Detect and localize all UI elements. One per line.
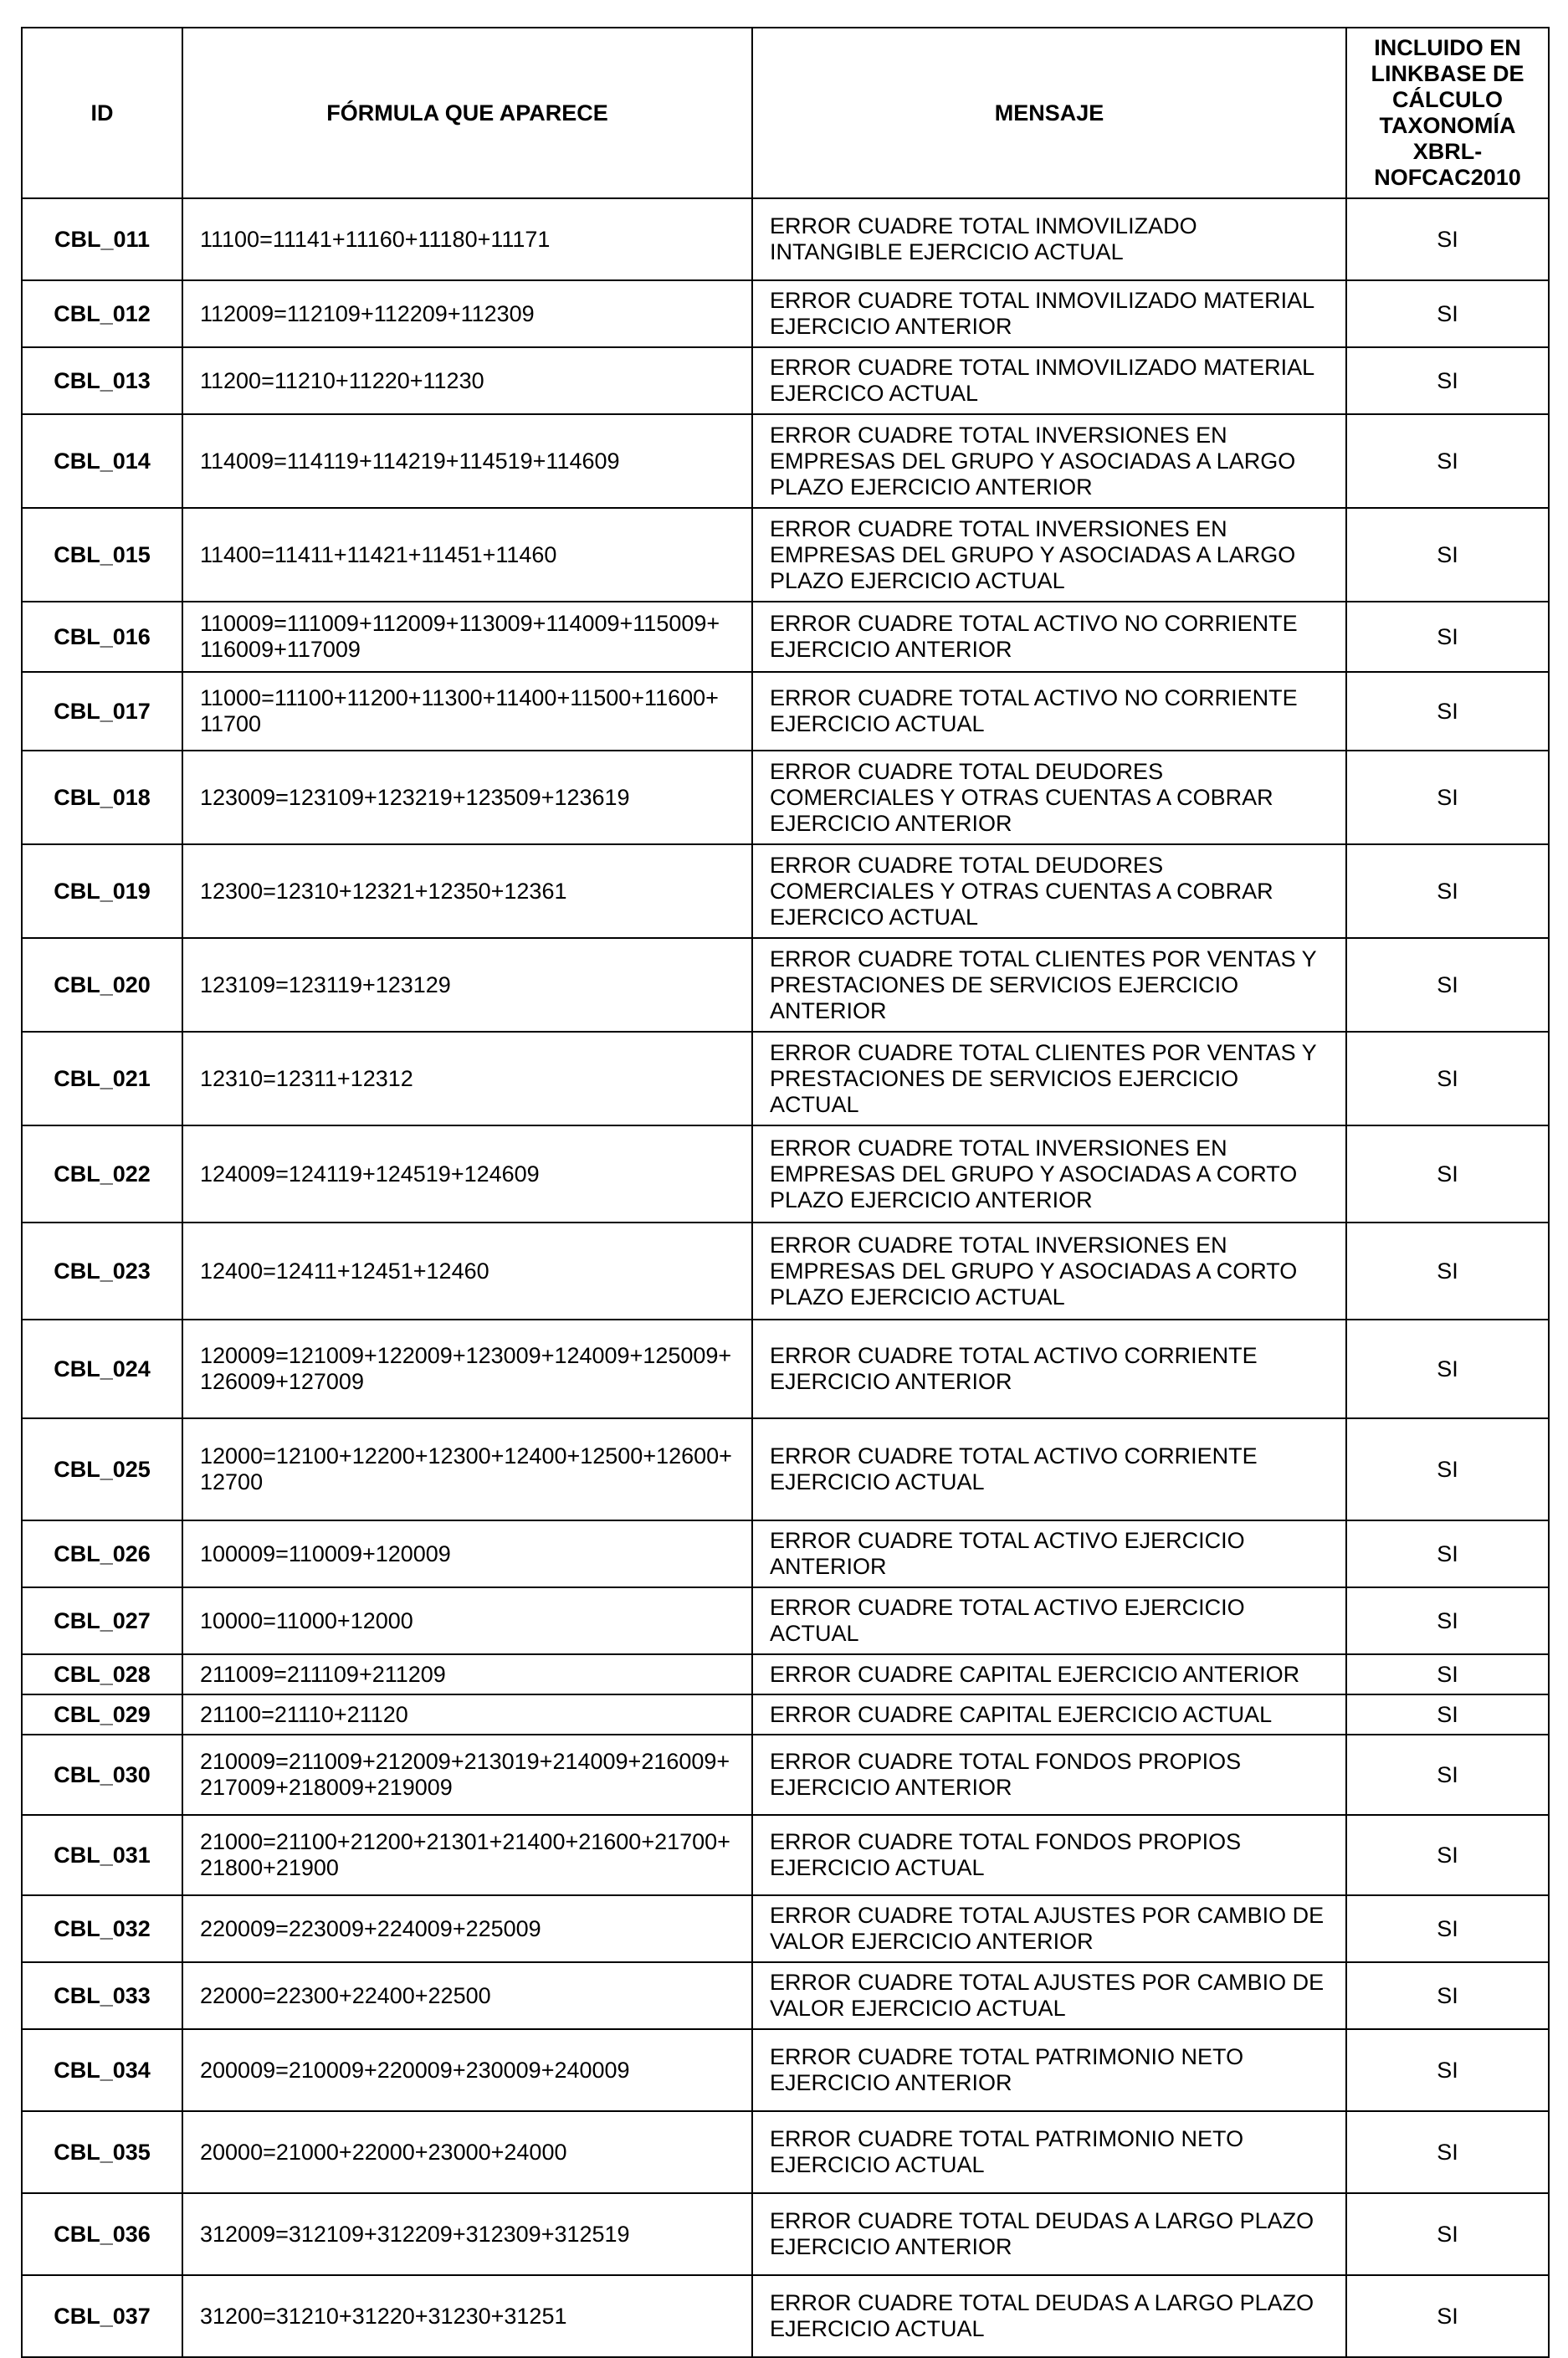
row-message: ERROR CUADRE TOTAL INVERSIONES EN EMPRESAS DEL GRUPO Y ASOCIADAS A LARGO PLAZO EJERCICIO ACTUAL [752,508,1346,602]
row-formula: 100009=110009+120009 [182,1520,752,1587]
row-included: SI [1346,1032,1549,1125]
row-included: SI [1346,1895,1549,1962]
row-formula: 12400=12411+12451+12460 [182,1223,752,1320]
row-message: ERROR CUADRE TOTAL INMOVILIZADO INTANGIBLE EJERCICIO ACTUAL [752,198,1346,280]
row-id: CBL_011 [22,198,182,280]
row-formula: 20000=21000+22000+23000+24000 [182,2111,752,2193]
row-formula: 22000=22300+22400+22500 [182,1962,752,2029]
row-included: SI [1346,844,1549,938]
table-row [22,2275,1549,2357]
row-id: CBL_014 [22,414,182,508]
row-included: SI [1346,2275,1549,2357]
row-included: SI [1346,1125,1549,1223]
row-formula: 12000=12100+12200+12300+12400+12500+12600+ 12700 [182,1418,752,1520]
row-id: CBL_036 [22,2193,182,2275]
row-formula: 211009=211109+211209 [182,1654,752,1694]
row-id: CBL_019 [22,844,182,938]
row-id: CBL_027 [22,1587,182,1654]
table-row [22,1654,1549,1694]
row-id: CBL_037 [22,2275,182,2357]
row-included: SI [1346,2029,1549,2111]
row-formula: 123009=123109+123219+123509+123619 [182,751,752,844]
row-formula: 21100=21110+21120 [182,1694,752,1735]
row-id: CBL_013 [22,347,182,414]
row-formula: 210009=211009+212009+213019+214009+216009+ 217009+218009+219009 [182,1735,752,1815]
table-row [22,1520,1549,1587]
row-included: SI [1346,1587,1549,1654]
row-included: SI [1346,1962,1549,2029]
row-formula: 110009=111009+112009+113009+114009+115009+ 116009+117009 [182,602,752,672]
row-formula: 10000=11000+12000 [182,1587,752,1654]
validation-rules-table [21,27,1550,2358]
table-row [22,508,1549,602]
row-message: ERROR CUADRE TOTAL ACTIVO EJERCICIO ACTUAL [752,1587,1346,1654]
row-formula: 123109=123119+123129 [182,938,752,1032]
row-message: ERROR CUADRE TOTAL DEUDAS A LARGO PLAZO EJERCICIO ANTERIOR [752,2193,1346,2275]
row-formula: 124009=124119+124519+124609 [182,1125,752,1223]
row-included: SI [1346,1735,1549,1815]
table-row [22,1962,1549,2029]
row-included: SI [1346,1694,1549,1735]
row-message: ERROR CUADRE CAPITAL EJERCICIO ANTERIOR [752,1654,1346,1694]
table-row [22,672,1549,751]
row-included: SI [1346,414,1549,508]
row-message: ERROR CUADRE TOTAL ACTIVO NO CORRIENTE EJERCICIO ANTERIOR [752,602,1346,672]
row-message: ERROR CUADRE TOTAL ACTIVO CORRIENTE EJERCICIO ACTUAL [752,1418,1346,1520]
row-id: CBL_029 [22,1694,182,1735]
row-formula: 220009=223009+224009+225009 [182,1895,752,1962]
row-id: CBL_020 [22,938,182,1032]
header-included-label: INCLUIDO EN LINKBASE DE CÁLCULO TAXONOMÍA XBRL- NOFCAC2010 [1371,35,1524,190]
row-included: SI [1346,2193,1549,2275]
row-formula: 120009=121009+122009+123009+124009+125009+ 126009+127009 [182,1320,752,1418]
row-formula: 12300=12310+12321+12350+12361 [182,844,752,938]
row-included: SI [1346,1418,1549,1520]
row-id: CBL_015 [22,508,182,602]
table-row [22,1032,1549,1125]
row-message: ERROR CUADRE TOTAL AJUSTES POR CAMBIO DE VALOR EJERCICIO ANTERIOR [752,1895,1346,1962]
row-message: ERROR CUADRE TOTAL DEUDORES COMERCIALES Y OTRAS CUENTAS A COBRAR EJERCICO ACTUAL [752,844,1346,938]
row-included: SI [1346,280,1549,347]
header-id: ID [22,28,182,198]
row-message: ERROR CUADRE TOTAL ACTIVO NO CORRIENTE EJERCICIO ACTUAL [752,672,1346,751]
row-message: ERROR CUADRE TOTAL INVERSIONES EN EMPRESAS DEL GRUPO Y ASOCIADAS A CORTO PLAZO EJERCICIO ANTERIOR [752,1125,1346,1223]
row-id: CBL_024 [22,1320,182,1418]
table-row [22,1815,1549,1895]
row-included: SI [1346,198,1549,280]
row-id: CBL_021 [22,1032,182,1125]
row-formula: 11200=11210+11220+11230 [182,347,752,414]
row-id: CBL_033 [22,1962,182,2029]
table-row [22,1418,1549,1520]
row-message: ERROR CUADRE TOTAL ACTIVO EJERCICIO ANTERIOR [752,1520,1346,1587]
table-row [22,414,1549,508]
row-formula: 12310=12311+12312 [182,1032,752,1125]
row-formula: 31200=31210+31220+31230+31251 [182,2275,752,2357]
row-message: ERROR CUADRE TOTAL FONDOS PROPIOS EJERCICIO ACTUAL [752,1815,1346,1895]
row-id: CBL_028 [22,1654,182,1694]
row-id: CBL_017 [22,672,182,751]
row-message: ERROR CUADRE TOTAL INVERSIONES EN EMPRESAS DEL GRUPO Y ASOCIADAS A CORTO PLAZO EJERCICIO ACTUAL [752,1223,1346,1320]
table-row [22,1895,1549,1962]
header-message: MENSAJE [752,28,1346,198]
header-included [1346,28,1549,198]
table-row [22,2193,1549,2275]
table-row [22,602,1549,672]
row-message: ERROR CUADRE CAPITAL EJERCICIO ACTUAL [752,1694,1346,1735]
row-message: ERROR CUADRE TOTAL INMOVILIZADO MATERIAL EJERCICO ACTUAL [752,347,1346,414]
row-formula: 11000=11100+11200+11300+11400+11500+11600+ 11700 [182,672,752,751]
table-row [22,347,1549,414]
row-message: ERROR CUADRE TOTAL DEUDAS A LARGO PLAZO EJERCICIO ACTUAL [752,2275,1346,2357]
row-message: ERROR CUADRE TOTAL INMOVILIZADO MATERIAL EJERCICIO ANTERIOR [752,280,1346,347]
header-row [22,28,1549,198]
row-message: ERROR CUADRE TOTAL AJUSTES POR CAMBIO DE VALOR EJERCICIO ACTUAL [752,1962,1346,2029]
row-formula: 114009=114119+114219+114519+114609 [182,414,752,508]
row-formula: 11100=11141+11160+11180+11171 [182,198,752,280]
row-id: CBL_030 [22,1735,182,1815]
row-message: ERROR CUADRE TOTAL DEUDORES COMERCIALES Y OTRAS CUENTAS A COBRAR EJERCICIO ANTERIOR [752,751,1346,844]
row-included: SI [1346,347,1549,414]
row-id: CBL_026 [22,1520,182,1587]
row-included: SI [1346,1654,1549,1694]
row-message: ERROR CUADRE TOTAL CLIENTES POR VENTAS Y PRESTACIONES DE SERVICIOS EJERCICIO ACTUAL [752,1032,1346,1125]
table-row [22,2029,1549,2111]
row-included: SI [1346,672,1549,751]
row-message: ERROR CUADRE TOTAL PATRIMONIO NETO EJERCICIO ACTUAL [752,2111,1346,2193]
row-formula: 312009=312109+312209+312309+312519 [182,2193,752,2275]
table-header [22,28,1549,198]
row-included: SI [1346,508,1549,602]
table-row [22,280,1549,347]
row-included: SI [1346,1223,1549,1320]
table-row [22,751,1549,844]
table-row [22,1694,1549,1735]
row-message: ERROR CUADRE TOTAL ACTIVO CORRIENTE EJERCICIO ANTERIOR [752,1320,1346,1418]
row-included: SI [1346,1320,1549,1418]
row-id: CBL_016 [22,602,182,672]
table-row [22,938,1549,1032]
row-id: CBL_032 [22,1895,182,1962]
row-included: SI [1346,938,1549,1032]
row-id: CBL_025 [22,1418,182,1520]
table-row [22,1223,1549,1320]
row-included: SI [1346,602,1549,672]
row-formula: 21000=21100+21200+21301+21400+21600+21700+ 21800+21900 [182,1815,752,1895]
row-id: CBL_022 [22,1125,182,1223]
row-message: ERROR CUADRE TOTAL CLIENTES POR VENTAS Y PRESTACIONES DE SERVICIOS EJERCICIO ANTERIOR [752,938,1346,1032]
row-id: CBL_023 [22,1223,182,1320]
row-id: CBL_018 [22,751,182,844]
row-message: ERROR CUADRE TOTAL INVERSIONES EN EMPRESAS DEL GRUPO Y ASOCIADAS A LARGO PLAZO EJERCICIO ANTERIOR [752,414,1346,508]
row-formula: 200009=210009+220009+230009+240009 [182,2029,752,2111]
table-row [22,1587,1549,1654]
row-id: CBL_031 [22,1815,182,1895]
row-included: SI [1346,2111,1549,2193]
table-body [22,198,1549,2357]
row-formula: 112009=112109+112209+112309 [182,280,752,347]
row-message: ERROR CUADRE TOTAL FONDOS PROPIOS EJERCICIO ANTERIOR [752,1735,1346,1815]
row-message: ERROR CUADRE TOTAL PATRIMONIO NETO EJERCICIO ANTERIOR [752,2029,1346,2111]
row-id: CBL_035 [22,2111,182,2193]
row-id: CBL_012 [22,280,182,347]
row-formula: 11400=11411+11421+11451+11460 [182,508,752,602]
row-included: SI [1346,751,1549,844]
header-formula: FÓRMULA QUE APARECE [182,28,752,198]
row-included: SI [1346,1520,1549,1587]
table-row [22,198,1549,280]
table-row [22,1320,1549,1418]
row-included: SI [1346,1815,1549,1895]
row-id: CBL_034 [22,2029,182,2111]
table-row [22,1735,1549,1815]
table-row [22,1125,1549,1223]
table-row [22,844,1549,938]
table-row [22,2111,1549,2193]
